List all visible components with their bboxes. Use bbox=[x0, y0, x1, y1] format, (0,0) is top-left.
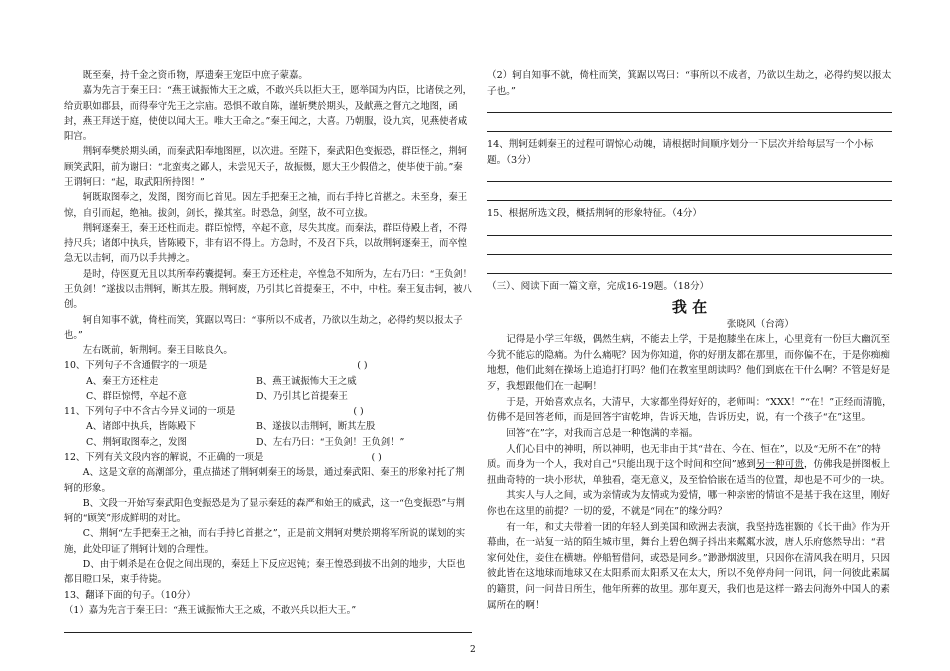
passage-para-4: 轲既取图奉之，发图，图穷而匕首见。因左手把秦王之袖，而右手持匕首揕之。未至身，秦王惊，自引而起，绝袖。拔剑，剑长，操其室。时恐急，剑坚，故不可立拔。 bbox=[64, 192, 468, 219]
question-13-sentence-1: （1）嘉为先言于秦王曰：“燕王诚振怖大王之威，不敢兴兵以拒大王。” bbox=[64, 604, 357, 616]
answer-line[interactable] bbox=[487, 168, 892, 182]
option-a: A、诸郎中执兵，皆陈殿下 bbox=[86, 421, 196, 433]
article-para-3: 回答“在”字，对我而言总是一种饱满的幸福。 bbox=[506, 427, 699, 439]
question-13-sentence-2: （2）轲自知事不就，倚柱而笑，箕踞以骂曰：“事所以不成者，乃欲以生劫之，必得约契以报太子也。” bbox=[487, 70, 892, 97]
answer-line[interactable] bbox=[487, 241, 892, 255]
answer-paren: ( ) bbox=[357, 360, 368, 372]
option-d: D、由于刺杀是在仓促之间出现的，秦廷上下反应迟钝；秦王惶恐到拔不出剑的地步，大臣也都目瞪口呆，束手待毙。 bbox=[64, 559, 466, 586]
article-para-4 bbox=[487, 442, 892, 489]
option-a: A、秦王方还柱走 bbox=[86, 375, 159, 387]
article-title: 我 在 bbox=[671, 297, 708, 316]
answer-line[interactable] bbox=[487, 118, 892, 132]
article-para-1: 记得是小学三年级，偶然生病，不能去上学，于是抱膝坐在床上，心里竟有一份巨大幽沉至今犹不能忘的隐痛。为什么痛呢？因为你知道，你的好朋友都在那里，而你偏不在，于是你痴痴地想，他们此刻在操场上追追打打吗？他们在教室里朗读吗？他们到底在干什么啊？不管是好是歹，我想跟他们在一起啊！ bbox=[487, 334, 890, 393]
question-11 bbox=[64, 404, 472, 419]
passage-para-2: 嘉为先言于秦王曰：“燕王诚振怖大王之威，不敢兴兵以拒大王，愿举国为内臣，比诸侯之列，给贡职如郡县，而得奉守先王之宗庙。恐惧不敢自陈，谨斩樊於期头，及献燕之督亢之地图，函封，燕王拜送于庭，使使以闻大王。唯大王命之。”秦王闻之，大喜。乃朝服，设九宾，见燕使者咸阳宫。 bbox=[64, 85, 472, 143]
left-column bbox=[64, 68, 472, 639]
question-12 bbox=[64, 450, 472, 465]
answer-paren: ( ) bbox=[353, 406, 364, 418]
question-10 bbox=[64, 358, 472, 373]
answer-line[interactable] bbox=[487, 260, 892, 274]
para-4-text: 人们心目中的神明，所以神明，也无非由于其“昔在、今在、恒在”，以及“无所不在”的特质。而身为一个人，我对自己“只能出现于这个时间和空间”感到 bbox=[487, 443, 881, 471]
question-11-stem: 11、下列句子中不含古今异义词的一项是 bbox=[64, 406, 236, 418]
right-column bbox=[487, 68, 892, 613]
question-11-options-cd bbox=[64, 435, 472, 450]
option-c: C、群臣惊愕，卒起不意 bbox=[86, 390, 187, 402]
article-author: 张晓风（台湾） bbox=[726, 318, 794, 330]
option-a: A、这是文章的高潮部分，重点描述了荆轲刺秦王的场景，通过秦武阳、秦王的形象衬托了荆轲的形象。 bbox=[64, 467, 465, 494]
para-4-text-end: ，仿佛我是拼图板上扭曲奇特的一块小形状，单独看，毫无意义，及至恰恰嵌在适当的位置，却也是不可少的一块。 bbox=[487, 459, 891, 486]
answer-paren: ( ) bbox=[371, 452, 382, 464]
passage-para-5: 荆轲逐秦王，秦王还柱而走。群臣惊愕，卒起不意，尽失其度。而秦法，群臣侍殿上者，不得持尺兵；诸郎中执兵，皆陈殿下，非有诏不得上。方急时，不及召下兵，以故荆轲逐秦王，而卒惶急无以击轲，而乃以手共搏之。 bbox=[64, 222, 468, 265]
option-d: D、乃引其匕首提秦王 bbox=[256, 390, 348, 402]
article-para-2: 于是，开始喜欢点名，大清早，大家都坐得好好的，老师叫：“XXX！”“在！”正经而清脆，仿佛不是回答老师，而是回答宇宙乾坤，告诉天地，告诉历史，说，有一个孩子“在”这里。 bbox=[487, 396, 892, 424]
question-10-stem: 10、下列句子不含通假字的一项是 bbox=[64, 360, 208, 372]
question-12-stem: 12、下列有关文段内容的解说，不正确的一项是 bbox=[64, 452, 264, 464]
question-10-options-ab bbox=[64, 374, 472, 389]
answer-line[interactable] bbox=[487, 99, 892, 113]
page-number: 2 bbox=[470, 645, 476, 655]
question-10-options-cd bbox=[64, 389, 472, 404]
question-11-options-ab bbox=[64, 419, 472, 434]
option-c: C、荆轲“左手把秦王之袖，而右手持匕首揕之”，正是前文荆轲对樊於期将军所说的谋划的实施，此处印证了荆轲计划的合理性。 bbox=[64, 528, 466, 555]
article-para-6: 有一年，和丈夫带着一团的年轻人到美国和欧洲去表演，我坚持选崔颢的《长干曲》作为开幕曲，在一站复一站的陌生城市里，舞台上碧色绸子抖出来粼粼水波，唐人乐府悠然导出：“君家何处住，妾住在横塘。停船暂借问，或恐是同乡。”渺渺烟波里，只因你在清风我在明月，只因彼此皆在这地球而地球又在太阳系而太阳系又在太大，所以不免停舟问一问讯，问一问彼此素属的籍贯，问一问昔日所生，他年所葬的故里。那年夏天，我们也是这样一路去问海外中国人的素属所在的啊！ bbox=[487, 521, 891, 611]
answer-line[interactable] bbox=[487, 187, 892, 201]
section-3-heading: （三）、阅读下面一篇文章，完成16-19题。（18分） bbox=[487, 281, 710, 293]
option-b: B、燕王诚振怖大王之威 bbox=[256, 375, 357, 387]
answer-line[interactable] bbox=[487, 222, 892, 236]
passage-para-1: 既至秦，持千金之资币物，厚遗秦王宠臣中庶子蒙嘉。 bbox=[82, 70, 308, 81]
passage-para-7: 轲自知事不就，倚柱而笑，箕踞以骂曰：“事所以不成者，乃欲以生劫之，必得约契以报太子也。” bbox=[64, 314, 463, 341]
question-14: 14、荆轲廷刺秦王的过程可谓惊心动魄，请根据时间顺序划分一下层次并给每层写一个小标题。（3分） bbox=[487, 139, 874, 166]
option-b: B、文段一开始写秦武阳色变振恐是为了显示秦廷的森严和始王的威武，这一“色变振恐”与荆轲的“顾笑”形成鲜明的对比。 bbox=[64, 497, 465, 525]
underlined-phrase: 另一种可贵 bbox=[755, 459, 804, 471]
option-c: C、荆轲取图奉之，发图 bbox=[86, 436, 187, 448]
option-d: D、左右乃曰：“王负剑！王负剑！” bbox=[256, 436, 405, 448]
question-13: 13、翻译下面的句子。（10分） bbox=[64, 589, 196, 601]
article-para-5: 其实人与人之间，或为亲情或为友情或为爱情，哪一种亲密的情谊不是基于我在这里，刚好你也在这里的前提？一切的爱，不就是“同在”的缘分吗？ bbox=[487, 490, 890, 517]
passage-para-8: 左右既前，斩荆轲。秦王目眩良久。 bbox=[82, 345, 233, 357]
passage-para-6: 是时，侍医夏无且以其所奉药囊提轲。秦王方还柱走，卒惶急不知所为，左右乃曰：“王负剑！王负剑！”遂拔以击荆轲，断其左股。荆轲废，乃引其匕首提秦王，不中，中柱。秦王复击轲，被八创。 bbox=[64, 268, 472, 311]
passage-para-3: 荆轲奉樊於期头函，而秦武阳奉地图匣，以次进。至陛下，秦武阳色变振恐，群臣怪之，荆轲顾笑武阳，前为谢曰：“北蛮夷之鄙人，未尝见天子，故振慑，愿大王少假借之，使毕使于前。”秦王谓轲曰：“起，取武阳所持图！” bbox=[64, 146, 468, 188]
answer-line[interactable] bbox=[64, 618, 472, 633]
question-15: 15、根据所选文段，概括荆轲的形象特征。（4分） bbox=[487, 208, 702, 220]
option-b: B、遂拔以击荆轲，断其左股 bbox=[256, 421, 376, 433]
